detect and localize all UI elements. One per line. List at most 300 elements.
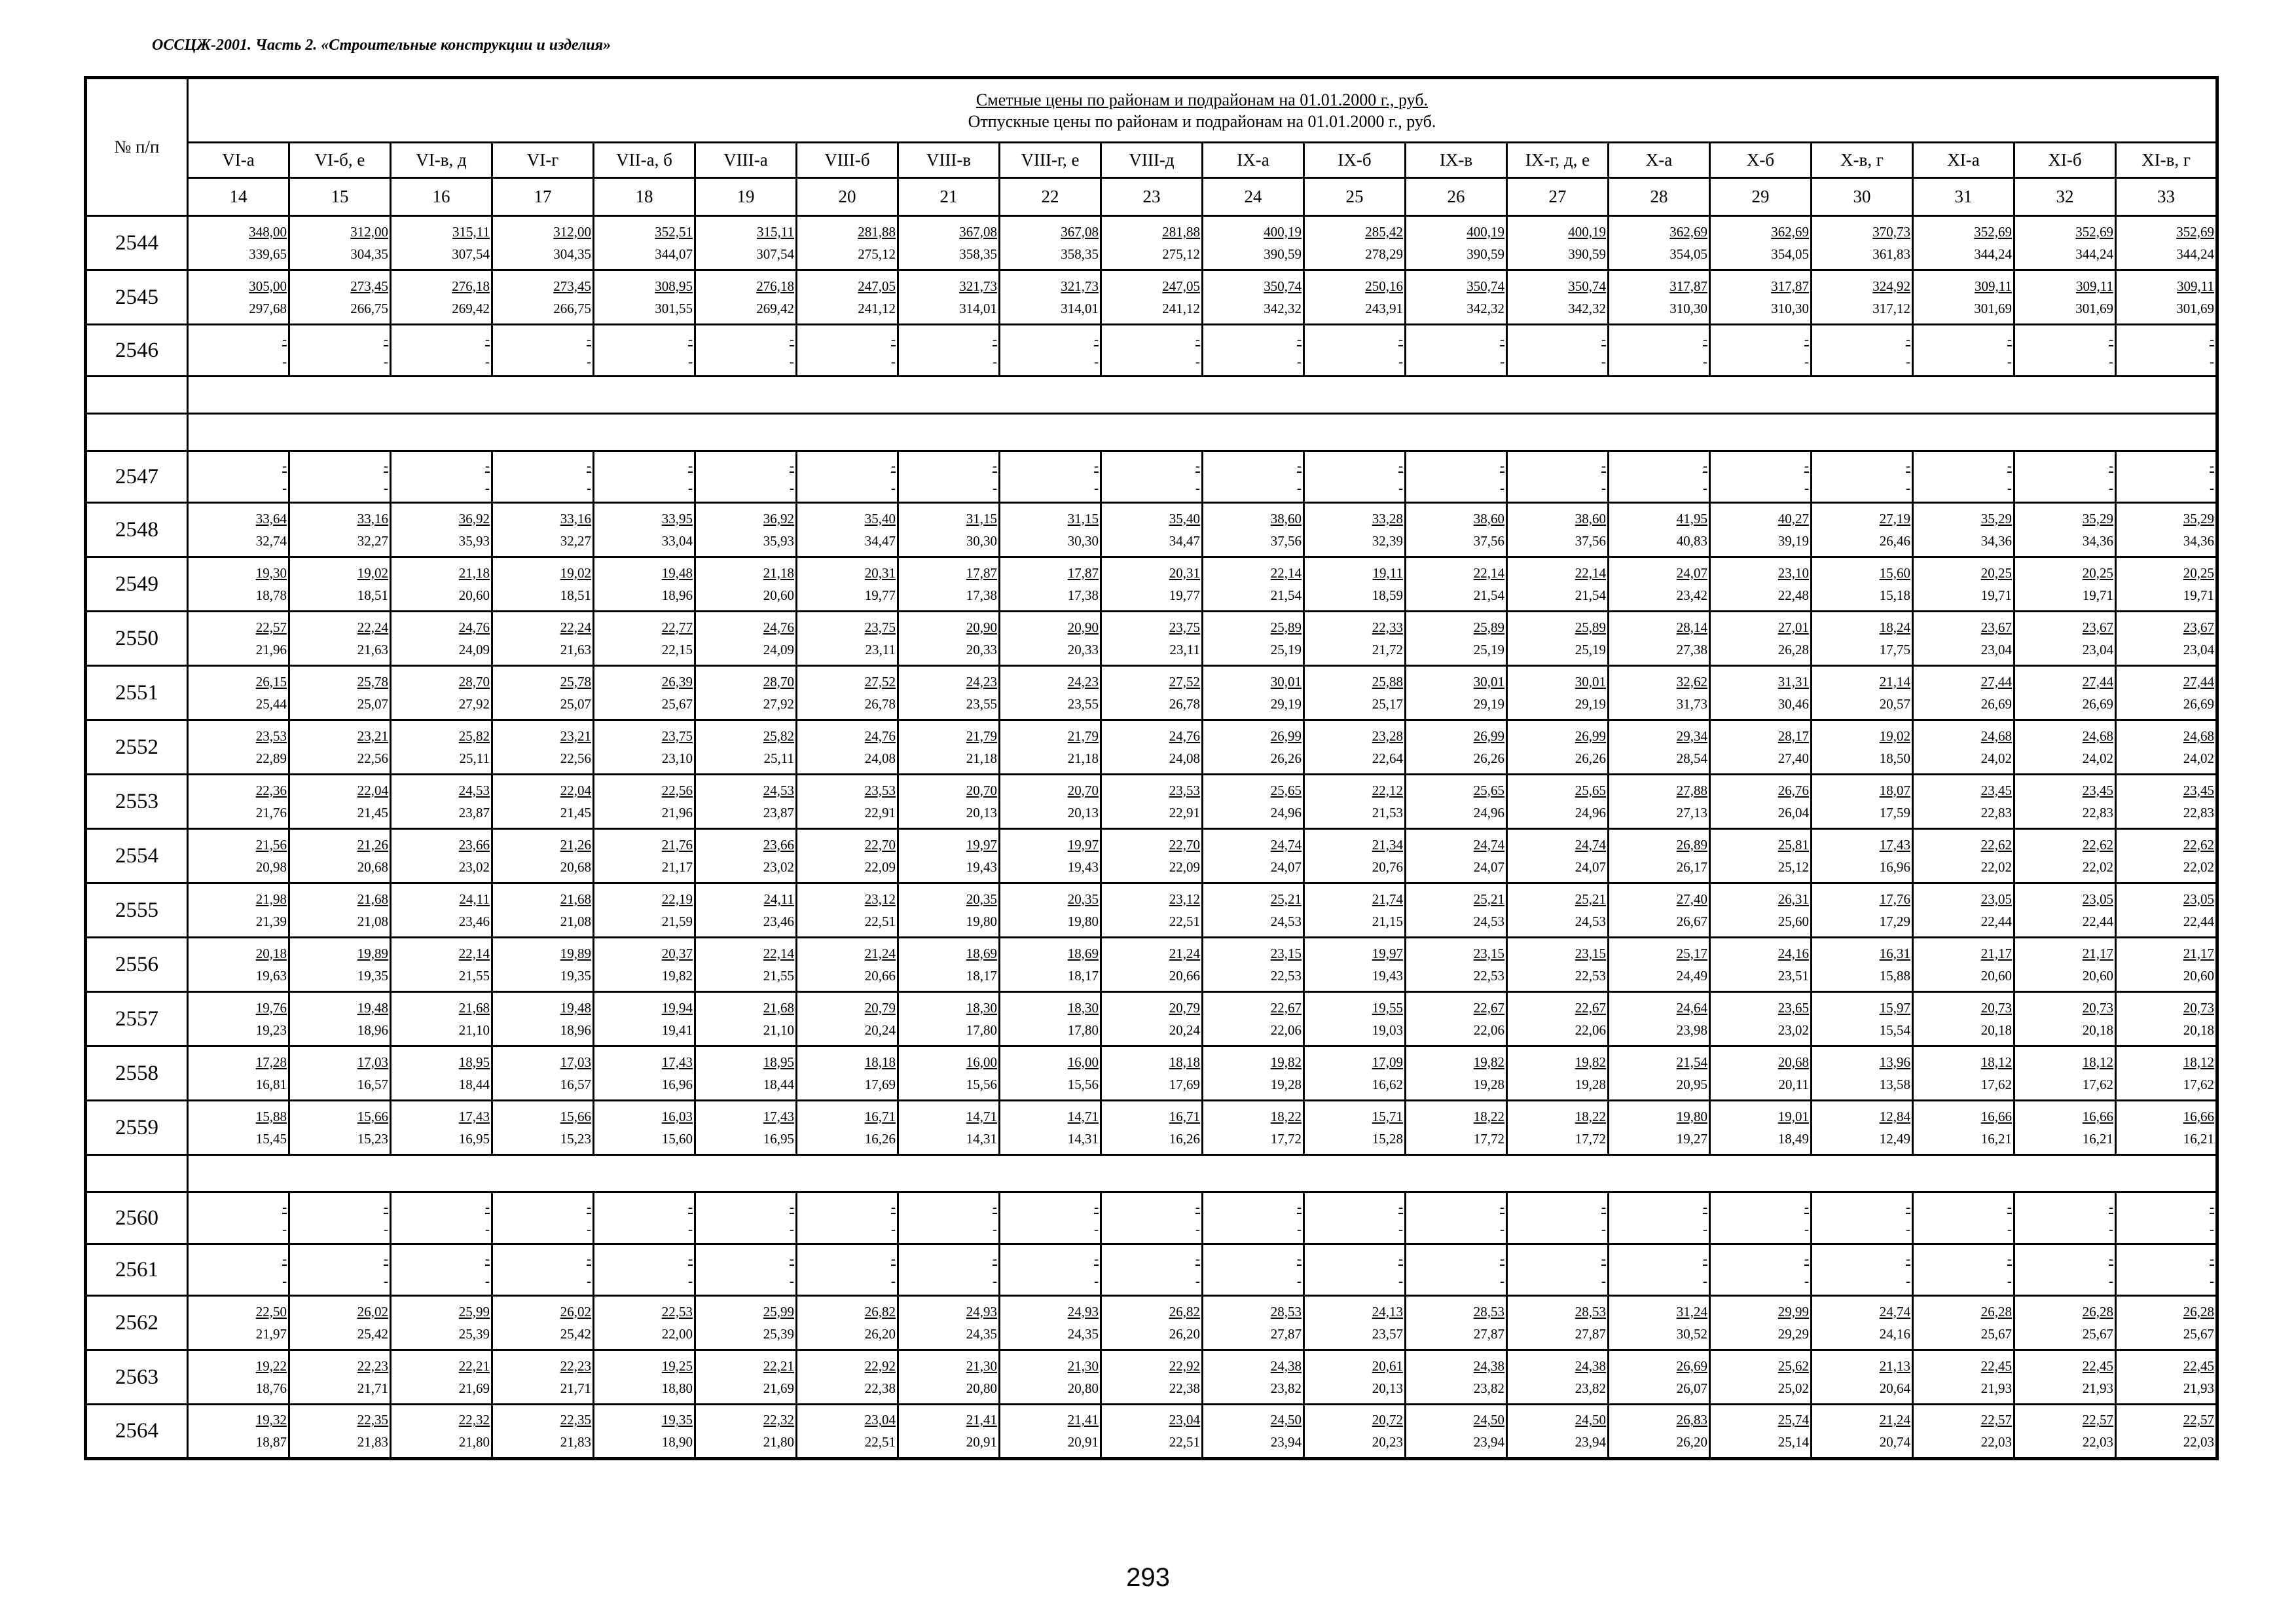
wholesale-price: - bbox=[2007, 1272, 2012, 1289]
price-cell bbox=[1507, 720, 1609, 775]
estimated-price: 24,11 bbox=[459, 891, 490, 907]
estimated-price: - bbox=[485, 457, 490, 473]
estimated-price: 276,18 bbox=[452, 278, 490, 294]
price-cell bbox=[289, 992, 391, 1046]
wholesale-price: 21,45 bbox=[560, 804, 591, 821]
estimated-price: 36,92 bbox=[763, 510, 794, 526]
estimated-price: 22,62 bbox=[2183, 836, 2214, 853]
price-cell bbox=[391, 1101, 492, 1155]
estimated-price: - bbox=[1195, 331, 1200, 347]
wholesale-price: 25,67 bbox=[2082, 1325, 2113, 1342]
estimated-price: 24,74 bbox=[1473, 836, 1504, 853]
wholesale-price: 22,51 bbox=[864, 1434, 896, 1450]
estimated-price: 18,30 bbox=[1067, 999, 1099, 1016]
wholesale-price: 29,19 bbox=[1473, 695, 1504, 712]
price-cell bbox=[1609, 325, 1710, 377]
price-cell bbox=[1101, 666, 1203, 720]
price-cell bbox=[188, 666, 289, 720]
estimated-price: 15,66 bbox=[560, 1108, 591, 1124]
estimated-price: 19,48 bbox=[357, 999, 388, 1016]
wholesale-price: - bbox=[485, 353, 490, 369]
estimated-price: 22,24 bbox=[357, 619, 388, 635]
estimated-price: 26,28 bbox=[2183, 1303, 2214, 1320]
price-cell bbox=[1406, 270, 1507, 325]
price-cell bbox=[1000, 1350, 1101, 1405]
price-cell bbox=[1203, 1350, 1304, 1405]
price-cell bbox=[1710, 883, 1812, 938]
estimated-price: 21,68 bbox=[763, 999, 794, 1016]
wholesale-price: - bbox=[1601, 353, 1606, 369]
wholesale-price: 25,39 bbox=[763, 1325, 794, 1342]
price-cell bbox=[1000, 938, 1101, 992]
wholesale-price: 17,72 bbox=[1473, 1130, 1504, 1147]
estimated-price: 317,87 bbox=[1771, 278, 1809, 294]
wholesale-price-title: Отпускные цены по районам и подрайонам на 01.01.2000 г., руб. bbox=[968, 111, 1436, 131]
estimated-price: - bbox=[1906, 1198, 1910, 1215]
price-cell bbox=[695, 325, 797, 377]
estimated-price: 370,73 bbox=[1872, 223, 1910, 240]
price-cell bbox=[492, 1350, 594, 1405]
estimated-price: 25,17 bbox=[1676, 945, 1707, 961]
wholesale-price: - bbox=[485, 1272, 490, 1289]
price-cell bbox=[594, 270, 695, 325]
wholesale-price: 21,54 bbox=[1270, 587, 1302, 603]
wholesale-price: 21,63 bbox=[357, 641, 388, 657]
estimated-price: 348,00 bbox=[249, 223, 287, 240]
estimated-price: 23,10 bbox=[1777, 564, 1809, 581]
wholesale-price: - bbox=[2210, 479, 2214, 496]
wholesale-price: 20,13 bbox=[1067, 804, 1099, 821]
estimated-price: 27,52 bbox=[864, 673, 896, 690]
price-cell bbox=[1000, 992, 1101, 1046]
wholesale-price: 22,03 bbox=[2183, 1434, 2214, 1450]
estimated-price: - bbox=[2007, 457, 2012, 473]
estimated-price: 22,70 bbox=[864, 836, 896, 853]
estimated-price: 16,66 bbox=[2082, 1108, 2113, 1124]
price-cell bbox=[1101, 1046, 1203, 1101]
price-cell bbox=[391, 451, 492, 503]
blank-row bbox=[86, 1155, 2217, 1192]
price-cell bbox=[1203, 1192, 1304, 1244]
price-cell bbox=[1609, 1350, 1710, 1405]
estimated-price: 15,66 bbox=[357, 1108, 388, 1124]
wholesale-price: 18,96 bbox=[560, 1022, 591, 1038]
estimated-price: 20,18 bbox=[255, 945, 287, 961]
wholesale-price: - bbox=[1094, 479, 1099, 496]
estimated-price: 23,12 bbox=[864, 891, 896, 907]
estimated-price: - bbox=[1804, 1250, 1809, 1266]
price-cell bbox=[695, 1296, 797, 1350]
estimated-price: 22,32 bbox=[458, 1412, 490, 1428]
price-cell bbox=[898, 503, 1000, 557]
estimated-price: 22,67 bbox=[1575, 999, 1606, 1016]
price-cell bbox=[594, 938, 695, 992]
row-number: 2552 bbox=[86, 720, 188, 775]
wholesale-price: 24,96 bbox=[1473, 804, 1504, 821]
price-cell bbox=[492, 1405, 594, 1459]
estimated-price: 367,08 bbox=[959, 223, 997, 240]
wholesale-price: 24,49 bbox=[1676, 967, 1707, 984]
wholesale-price: 34,36 bbox=[2082, 532, 2113, 549]
estimated-price: 18,95 bbox=[458, 1054, 490, 1070]
wholesale-price: 19,71 bbox=[1980, 587, 2012, 603]
price-cell bbox=[391, 992, 492, 1046]
estimated-price: 25,62 bbox=[1777, 1357, 1809, 1374]
estimated-price: 309,11 bbox=[1975, 278, 2012, 294]
estimated-price: 23,05 bbox=[2183, 891, 2214, 907]
wholesale-price: - bbox=[790, 1221, 794, 1237]
price-cell bbox=[2014, 1192, 2116, 1244]
estimated-price: 19,25 bbox=[661, 1357, 693, 1374]
estimated-price: 25,74 bbox=[1777, 1412, 1809, 1428]
price-cell bbox=[1406, 938, 1507, 992]
price-cell bbox=[1101, 1296, 1203, 1350]
price-cell bbox=[594, 612, 695, 666]
wholesale-price: 25,60 bbox=[1777, 913, 1809, 929]
estimated-price: 16,66 bbox=[2183, 1108, 2214, 1124]
wholesale-price: 21,18 bbox=[1067, 750, 1099, 766]
wholesale-price: 14,31 bbox=[966, 1130, 997, 1147]
estimated-price: 20,70 bbox=[1067, 782, 1099, 798]
estimated-price: - bbox=[891, 331, 896, 347]
wholesale-price: 22,09 bbox=[864, 858, 896, 875]
price-cell bbox=[2116, 666, 2217, 720]
estimated-price: 20,25 bbox=[1980, 564, 2012, 581]
price-cell bbox=[594, 1192, 695, 1244]
estimated-price: - bbox=[1094, 331, 1099, 347]
region-header: VI-г bbox=[492, 143, 594, 178]
price-cell bbox=[1812, 451, 1913, 503]
price-cell bbox=[1812, 883, 1913, 938]
wholesale-price: - bbox=[384, 479, 388, 496]
estimated-price: - bbox=[1297, 1198, 1302, 1215]
price-cell bbox=[1304, 1244, 1406, 1296]
wholesale-price: 22,91 bbox=[864, 804, 896, 821]
price-cell bbox=[1203, 270, 1304, 325]
wholesale-price: 241,12 bbox=[858, 300, 896, 316]
price-cell bbox=[2014, 1101, 2116, 1155]
estimated-price: 21,17 bbox=[2082, 945, 2113, 961]
estimated-price: 309,11 bbox=[2177, 278, 2214, 294]
price-cell bbox=[1101, 883, 1203, 938]
price-cell bbox=[1101, 557, 1203, 612]
wholesale-price: 23,04 bbox=[2082, 641, 2113, 657]
price-cell bbox=[797, 451, 898, 503]
wholesale-price: 18,96 bbox=[661, 587, 693, 603]
wholesale-price: 16,26 bbox=[1169, 1130, 1200, 1147]
wholesale-price: - bbox=[384, 353, 388, 369]
price-cell bbox=[695, 720, 797, 775]
estimated-price: 21,79 bbox=[966, 728, 997, 744]
wholesale-price: 25,07 bbox=[560, 695, 591, 712]
price-cell bbox=[1812, 992, 1913, 1046]
estimated-price: 21,98 bbox=[255, 891, 287, 907]
column-number: 30 bbox=[1812, 178, 1913, 216]
wholesale-price: 19,28 bbox=[1575, 1076, 1606, 1092]
estimated-price: 17,43 bbox=[1879, 836, 1910, 853]
estimated-price: 17,03 bbox=[560, 1054, 591, 1070]
estimated-price: - bbox=[1195, 457, 1200, 473]
wholesale-price: 241,12 bbox=[1162, 300, 1200, 316]
estimated-price: 22,77 bbox=[661, 619, 693, 635]
estimated-price: 26,99 bbox=[1575, 728, 1606, 744]
estimated-price: 18,18 bbox=[864, 1054, 896, 1070]
price-cell bbox=[391, 270, 492, 325]
wholesale-price: 24,07 bbox=[1575, 858, 1606, 875]
region-header: IX-а bbox=[1203, 143, 1304, 178]
wholesale-price: 16,95 bbox=[458, 1130, 490, 1147]
price-cell bbox=[391, 216, 492, 270]
price-cell bbox=[2116, 216, 2217, 270]
price-cell bbox=[1203, 503, 1304, 557]
wholesale-price: 21,59 bbox=[661, 913, 693, 929]
price-cell bbox=[1406, 1296, 1507, 1350]
estimated-price: 23,53 bbox=[1169, 782, 1200, 798]
estimated-price: 21,18 bbox=[763, 564, 794, 581]
wholesale-price: 26,04 bbox=[1777, 804, 1809, 821]
price-cell bbox=[1000, 1101, 1101, 1155]
price-cell bbox=[188, 883, 289, 938]
estimated-price: 23,15 bbox=[1270, 945, 1302, 961]
price-cell bbox=[188, 992, 289, 1046]
price-cell bbox=[188, 1405, 289, 1459]
estimated-price: 28,70 bbox=[763, 673, 794, 690]
wholesale-price: 21,54 bbox=[1473, 587, 1504, 603]
estimated-price: - bbox=[2210, 457, 2214, 473]
price-cell bbox=[1609, 503, 1710, 557]
estimated-price: 24,50 bbox=[1575, 1412, 1606, 1428]
header-title-row bbox=[86, 78, 2217, 143]
price-cell bbox=[188, 1046, 289, 1101]
price-cell bbox=[1203, 883, 1304, 938]
price-cell bbox=[289, 775, 391, 829]
wholesale-price: 35,93 bbox=[763, 532, 794, 549]
price-cell bbox=[898, 270, 1000, 325]
estimated-price: 19,89 bbox=[357, 945, 388, 961]
estimated-price: - bbox=[384, 331, 388, 347]
price-cell bbox=[2014, 451, 2116, 503]
wholesale-price: 16,96 bbox=[1879, 858, 1910, 875]
estimated-price: - bbox=[993, 1250, 997, 1266]
estimated-price: 25,89 bbox=[1473, 619, 1504, 635]
estimated-price: 15,60 bbox=[1879, 564, 1910, 581]
estimated-price: 19,89 bbox=[560, 945, 591, 961]
column-number: 20 bbox=[797, 178, 898, 216]
estimated-price: 317,87 bbox=[1669, 278, 1707, 294]
price-cell bbox=[898, 1244, 1000, 1296]
estimated-price: 22,67 bbox=[1270, 999, 1302, 1016]
estimated-price: 324,92 bbox=[1872, 278, 1910, 294]
estimated-price: - bbox=[1398, 1198, 1403, 1215]
estimated-price: 24,38 bbox=[1270, 1357, 1302, 1374]
estimated-price: 21,41 bbox=[966, 1412, 997, 1428]
wholesale-price: - bbox=[384, 1272, 388, 1289]
estimated-price: - bbox=[282, 331, 287, 347]
price-cell bbox=[391, 1046, 492, 1101]
wholesale-price: 18,51 bbox=[560, 587, 591, 603]
price-cell bbox=[188, 1296, 289, 1350]
price-cell bbox=[1609, 1046, 1710, 1101]
wholesale-price: 25,14 bbox=[1777, 1434, 1809, 1450]
price-cell bbox=[1913, 503, 2014, 557]
wholesale-price: - bbox=[1297, 353, 1302, 369]
estimated-price: 21,41 bbox=[1067, 1412, 1099, 1428]
price-cell bbox=[1507, 1101, 1609, 1155]
wholesale-price: 26,69 bbox=[1980, 695, 2012, 712]
price-cell bbox=[391, 1405, 492, 1459]
wholesale-price: 278,29 bbox=[1365, 246, 1403, 262]
price-cell bbox=[1507, 775, 1609, 829]
price-cell bbox=[1000, 1296, 1101, 1350]
estimated-price: 24,74 bbox=[1575, 836, 1606, 853]
price-cell bbox=[695, 1405, 797, 1459]
price-cell bbox=[1000, 325, 1101, 377]
price-cell bbox=[1304, 612, 1406, 666]
estimated-price: 23,66 bbox=[763, 836, 794, 853]
estimated-price: 25,65 bbox=[1270, 782, 1302, 798]
estimated-price: 26,02 bbox=[560, 1303, 591, 1320]
wholesale-price: 22,15 bbox=[661, 641, 693, 657]
estimated-price: 23,15 bbox=[1473, 945, 1504, 961]
wholesale-price: 390,59 bbox=[1568, 246, 1606, 262]
wholesale-price: 20,74 bbox=[1879, 1434, 1910, 1450]
estimated-price: 28,70 bbox=[458, 673, 490, 690]
price-cell bbox=[797, 992, 898, 1046]
price-cell bbox=[1304, 992, 1406, 1046]
estimated-price: - bbox=[384, 1198, 388, 1215]
price-cell bbox=[1710, 1405, 1812, 1459]
wholesale-price: 30,52 bbox=[1676, 1325, 1707, 1342]
estimated-price: 20,37 bbox=[661, 945, 693, 961]
estimated-price: 25,21 bbox=[1575, 891, 1606, 907]
wholesale-price: 22,51 bbox=[864, 913, 896, 929]
price-cell bbox=[797, 325, 898, 377]
price-cell bbox=[1812, 775, 1913, 829]
wholesale-price: 19,03 bbox=[1372, 1022, 1403, 1038]
estimated-price: 25,99 bbox=[458, 1303, 490, 1320]
wholesale-price: - bbox=[2210, 353, 2214, 369]
estimated-price: 32,62 bbox=[1676, 673, 1707, 690]
estimated-price: 21,26 bbox=[357, 836, 388, 853]
estimated-price: 17,43 bbox=[458, 1108, 490, 1124]
wholesale-price: 24,08 bbox=[864, 750, 896, 766]
wholesale-price: 344,07 bbox=[655, 246, 693, 262]
wholesale-price: 275,12 bbox=[858, 246, 896, 262]
wholesale-price: 20,91 bbox=[966, 1434, 997, 1450]
column-number: 33 bbox=[2116, 178, 2217, 216]
estimated-price: 24,74 bbox=[1879, 1303, 1910, 1320]
wholesale-price: 24,35 bbox=[1067, 1325, 1099, 1342]
price-cell bbox=[1812, 1350, 1913, 1405]
wholesale-price: 307,54 bbox=[452, 246, 490, 262]
estimated-price: 400,19 bbox=[1568, 223, 1606, 240]
estimated-price: 16,31 bbox=[1879, 945, 1910, 961]
wholesale-price: - bbox=[2109, 479, 2113, 496]
wholesale-price: - bbox=[790, 1272, 794, 1289]
row-number: 2560 bbox=[86, 1192, 188, 1244]
estimated-price: - bbox=[1703, 457, 1707, 473]
price-cell bbox=[391, 325, 492, 377]
estimated-price: 17,03 bbox=[357, 1054, 388, 1070]
estimated-price: 25,99 bbox=[763, 1303, 794, 1320]
wholesale-price: 24,07 bbox=[1473, 858, 1504, 875]
price-cell bbox=[391, 557, 492, 612]
column-number: 26 bbox=[1406, 178, 1507, 216]
estimated-price: 38,60 bbox=[1270, 510, 1302, 526]
estimated-price: 22,57 bbox=[2183, 1412, 2214, 1428]
table-row bbox=[86, 451, 2217, 503]
wholesale-price: - bbox=[1297, 1221, 1302, 1237]
column-number: 23 bbox=[1101, 178, 1203, 216]
estimated-price: - bbox=[1500, 1250, 1504, 1266]
estimated-price: 19,97 bbox=[1067, 836, 1099, 853]
estimated-price: 22,92 bbox=[1169, 1357, 1200, 1374]
column-number: 14 bbox=[188, 178, 289, 216]
wholesale-price: - bbox=[1906, 353, 1910, 369]
estimated-price: 21,24 bbox=[1169, 945, 1200, 961]
wholesale-price: 15,88 bbox=[1879, 967, 1910, 984]
price-cell bbox=[188, 325, 289, 377]
region-header: IX-г, д, е bbox=[1507, 143, 1609, 178]
wholesale-price: 23,46 bbox=[763, 913, 794, 929]
price-cell bbox=[391, 1350, 492, 1405]
price-cell bbox=[1203, 451, 1304, 503]
wholesale-price: 269,42 bbox=[452, 300, 490, 316]
wholesale-price: 22,64 bbox=[1372, 750, 1403, 766]
price-cell bbox=[1000, 720, 1101, 775]
estimated-price: 22,23 bbox=[357, 1357, 388, 1374]
estimated-price: 18,12 bbox=[1980, 1054, 2012, 1070]
wholesale-price: 307,54 bbox=[756, 246, 794, 262]
price-cell bbox=[1101, 1101, 1203, 1155]
region-header: VIII-г, е bbox=[1000, 143, 1101, 178]
price-cell bbox=[1304, 557, 1406, 612]
wholesale-price: 304,35 bbox=[553, 246, 591, 262]
wholesale-price: 21,93 bbox=[2183, 1380, 2214, 1396]
estimated-price: 247,05 bbox=[1162, 278, 1200, 294]
price-cell bbox=[898, 557, 1000, 612]
price-cell bbox=[1710, 1244, 1812, 1296]
price-cell bbox=[797, 720, 898, 775]
price-cell bbox=[695, 1101, 797, 1155]
price-cell bbox=[1710, 1350, 1812, 1405]
estimated-price: 18,12 bbox=[2082, 1054, 2113, 1070]
price-cell bbox=[695, 1244, 797, 1296]
price-table bbox=[84, 76, 2219, 1460]
price-cell bbox=[1710, 1101, 1812, 1155]
wholesale-price: 17,62 bbox=[1980, 1076, 2012, 1092]
price-cell bbox=[492, 216, 594, 270]
price-cell bbox=[289, 612, 391, 666]
estimated-price: 16,71 bbox=[1169, 1108, 1200, 1124]
estimated-price: 24,93 bbox=[1067, 1303, 1099, 1320]
wholesale-price: - bbox=[282, 479, 287, 496]
estimated-price: 28,17 bbox=[1777, 728, 1809, 744]
price-cell bbox=[1101, 503, 1203, 557]
column-number: 19 bbox=[695, 178, 797, 216]
price-cell bbox=[1000, 216, 1101, 270]
wholesale-price: 32,39 bbox=[1372, 532, 1403, 549]
price-cell bbox=[1913, 666, 2014, 720]
price-cell bbox=[2116, 775, 2217, 829]
price-cell bbox=[797, 1192, 898, 1244]
estimated-price: 350,74 bbox=[1467, 278, 1504, 294]
price-cell bbox=[1609, 883, 1710, 938]
estimated-price: 308,95 bbox=[655, 278, 693, 294]
price-cell bbox=[1710, 1192, 1812, 1244]
estimated-price: 305,00 bbox=[249, 278, 287, 294]
wholesale-price: 20,95 bbox=[1676, 1076, 1707, 1092]
